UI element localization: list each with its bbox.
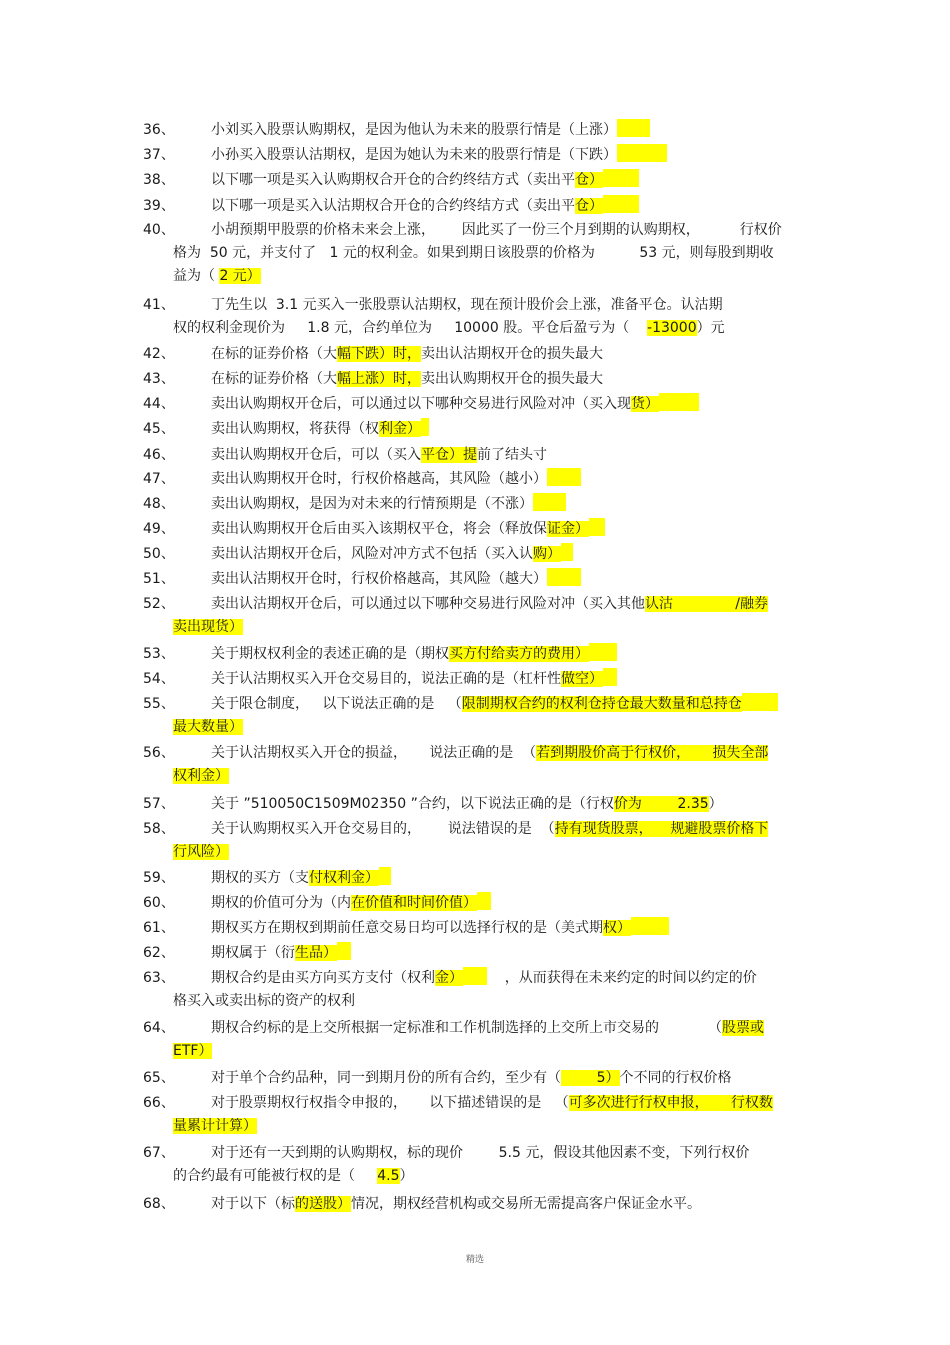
question-number: 64、 [143, 1020, 175, 1036]
question-number: 63、 [143, 970, 175, 986]
answer-highlight: 生品） [295, 945, 337, 961]
question-text: 卖出认购期权开仓后，可以（买入平仓）提前了结头寸 [211, 447, 547, 463]
answer-highlight: 行风险） [173, 844, 229, 860]
question-text: 卖出认购期权开仓时，行权价格越高，其风险（越小） [211, 468, 581, 491]
question-number: 60、 [143, 895, 175, 911]
answer-highlight [547, 468, 581, 486]
question-text: 以下哪一项是买入认沽期权合开仓的合约终结方式（卖出平仓） [211, 195, 639, 218]
question-number: 52、 [143, 596, 175, 612]
question-text: 小孙买入股票认沽期权，是因为她认为未来的股票行情是（下跌） [211, 144, 667, 167]
question-text: 小胡预期甲股票的价格未来会上涨， 因此买了一份三个月到期的认购期权， 行权价 [211, 222, 782, 238]
question-number: 62、 [143, 945, 175, 961]
question-number: 47、 [143, 471, 175, 487]
answer-highlight: ETF） [173, 1043, 213, 1059]
question-number: 38、 [143, 172, 175, 188]
question-text: 格买入或卖出标的资产的权利 [173, 993, 355, 1009]
answer-highlight: 量累计计算） [173, 1118, 257, 1134]
answer-highlight: 利金） [379, 421, 421, 437]
answer-highlight: 权利金） [173, 768, 229, 784]
answer-highlight: 仓） [575, 172, 603, 188]
question-number: 56、 [143, 745, 175, 761]
question-text [173, 1115, 257, 1138]
question-text: 关于认沽期权买入开仓的损益， 说法正确的是 （若到期股价高于行权价， 损失全部 [211, 745, 769, 761]
question-text: 对于还有一天到期的认购期权，标的现价 5.5 元，假设其他因素不变，下列行权价 [211, 1145, 750, 1161]
question-number: 48、 [143, 496, 175, 512]
answer-highlight: 可多次进行行权申报， 行权数 [568, 1095, 773, 1111]
question-number: 68、 [143, 1196, 175, 1212]
answer-highlight [533, 493, 566, 511]
question-number: 36、 [143, 122, 175, 138]
question-number: 50、 [143, 546, 175, 562]
question-number: 58、 [143, 821, 175, 837]
question-number: 65、 [143, 1070, 175, 1086]
answer-highlight: 幅下跌）时， [337, 346, 421, 362]
question-number: 40、 [143, 222, 175, 238]
answer-highlight: 买方付给卖方的费用） [449, 646, 589, 662]
question-text: 卖出认购期权，是因为对未来的行情预期是（不涨） [211, 493, 566, 516]
question-number: 41、 [143, 297, 175, 313]
question-text [173, 716, 243, 739]
answer-highlight: 付权利金） [309, 870, 379, 886]
answer-highlight [617, 144, 667, 162]
answer-highlight: 平仓）提 [421, 447, 477, 463]
question-text: 卖出认购期权，将获得（权利金） [211, 418, 429, 441]
question-text [173, 616, 243, 639]
question-number: 57、 [143, 796, 175, 812]
question-text: 以下哪一项是买入认购期权合开仓的合约终结方式（卖出平仓） [211, 169, 639, 192]
question-number: 43、 [143, 371, 175, 387]
question-text: 权的权利金现价为 1.8 元，合约单位为 10000 股。平仓后盈亏为（ -13000）元 [173, 320, 725, 336]
question-text: 期权合约是由买方向买方支付（权利金） ，从而获得在未来约定的时间以约定的价 [211, 967, 757, 990]
question-text: 关于限仓制度， 以下说法正确的是 （限制期权合约的权利仓持仓最大数量和总持仓 [211, 693, 778, 716]
question-text: 对于以下（标的送股）情况，期权经营机构或交易所无需提高客户保证金水平。 [211, 1196, 701, 1212]
question-text: 期权合约标的是上交所根据一定标准和工作机制选择的上交所上市交易的 （股票或 [211, 1020, 764, 1036]
answer-highlight: 股票或 [721, 1020, 764, 1036]
question-number: 66、 [143, 1095, 175, 1111]
question-text: 对于股票期权行权指令申报的， 以下描述错误的是 （可多次进行行权申报， 行权数 [211, 1095, 773, 1111]
question-number: 49、 [143, 521, 175, 537]
answer-highlight: 证金） [547, 521, 589, 537]
question-text: 益为（ 2 元） [173, 268, 261, 284]
question-text: 卖出认沽期权开仓时，行权价格越高，其风险（越大） [211, 568, 581, 591]
question-number: 51、 [143, 571, 175, 587]
answer-highlight: 金） [435, 970, 463, 986]
question-number: 42、 [143, 346, 175, 362]
question-text: 丁先生以 3.1 元买入一张股票认沽期权，现在预计股价会上涨，准备平仓。认沽期 [211, 297, 723, 313]
answer-highlight: 5） [561, 1070, 620, 1086]
answer-highlight [617, 119, 650, 137]
question-text: 卖出认沽期权开仓后，风险对冲方式不包括（买入认购） [211, 543, 573, 566]
question-text: 小刘买入股票认购期权，是因为他认为未来的股票行情是（上涨） [211, 119, 650, 142]
question-number: 45、 [143, 421, 175, 437]
question-text [173, 765, 229, 788]
question-number: 61、 [143, 920, 175, 936]
question-text: 期权的价值可分为（内在价值和时间价值） [211, 892, 491, 915]
question-number: 46、 [143, 447, 175, 463]
question-text: 关于认沽期权买入开仓交易目的，说法正确的是（杠杆性做空） [211, 668, 617, 691]
answer-highlight: 价为 2.35 [613, 796, 709, 812]
question-number: 44、 [143, 396, 175, 412]
answer-highlight: 购） [533, 546, 561, 562]
question-number: 55、 [143, 696, 175, 712]
question-number: 67、 [143, 1145, 175, 1161]
answer-highlight: 做空） [561, 671, 603, 687]
question-text: 期权属于（衍生品） [211, 942, 351, 965]
answer-highlight: 4.5 [377, 1168, 400, 1184]
answer-highlight: 的送股） [295, 1196, 351, 1212]
question-number: 53、 [143, 646, 175, 662]
question-text: 在标的证券价格（大幅上涨）时，卖出认购期权开仓的损失最大 [211, 371, 603, 387]
answer-highlight [547, 568, 581, 586]
answer-highlight: 在价值和时间价值） [351, 895, 477, 911]
answer-highlight: 若到期股价高于行权价， 损失全部 [536, 745, 769, 761]
question-text: 期权买方在期权到期前任意交易日均可以选择行权的是（美式期权） [211, 917, 669, 940]
answer-highlight: 认沽 /融券 [645, 596, 769, 612]
answer-highlight: 持有现货股票， 规避股票价格下 [554, 821, 769, 837]
question-text: 关于 ”510050C1509M02350 ”合约，以下说法正确的是（行权价为 2.35） [211, 796, 723, 812]
question-text: 卖出认购期权开仓后，可以通过以下哪种交易进行风险对冲（买入现货） [211, 393, 699, 416]
question-number: 59、 [143, 870, 175, 886]
question-text: 卖出认沽期权开仓后，可以通过以下哪种交易进行风险对冲（买入其他认沽 /融券 [211, 596, 769, 612]
question-text: 格为 50 元，并支付了 1 元的权利金。如果到期日该股票的价格为 53 元，则每股到期收 [173, 245, 774, 261]
question-number: 54、 [143, 671, 175, 687]
question-text: 关于期权权利金的表述正确的是（期权买方付给卖方的费用） [211, 643, 617, 666]
answer-highlight: 卖出现货） [173, 619, 243, 635]
answer-highlight: 最大数量） [173, 719, 243, 735]
answer-highlight: 仓） [575, 198, 603, 214]
question-text [173, 1040, 212, 1063]
answer-highlight: 权） [603, 920, 631, 936]
question-text: 对于单个合约品种，同一到期月份的所有合约，至少有（ 5）个不同的行权价格 [211, 1070, 732, 1086]
answer-highlight: -13000 [647, 320, 697, 336]
question-text [173, 841, 229, 864]
question-text: 关于认购期权买入开仓交易目的， 说法错误的是 （持有现货股票， 规避股票价格下 [211, 821, 769, 837]
page-footer: 精选 [465, 1255, 484, 1265]
question-text: 的合约最有可能被行权的是（ 4.5） [173, 1168, 414, 1184]
answer-highlight: 限制期权合约的权利仓持仓最大数量和总持仓 [461, 696, 742, 712]
question-number: 37、 [143, 147, 175, 163]
question-text: 在标的证券价格（大幅下跌）时，卖出认沽期权开仓的损失最大 [211, 346, 603, 362]
question-text: 期权的买方（支付权利金） [211, 867, 391, 890]
answer-highlight: 2 元） [219, 268, 261, 284]
answer-highlight: 货） [631, 396, 659, 412]
answer-highlight: 幅上涨）时， [337, 371, 421, 387]
question-text: 卖出认购期权开仓后由买入该期权平仓，将会（释放保证金） [211, 518, 605, 541]
question-number: 39、 [143, 198, 175, 214]
